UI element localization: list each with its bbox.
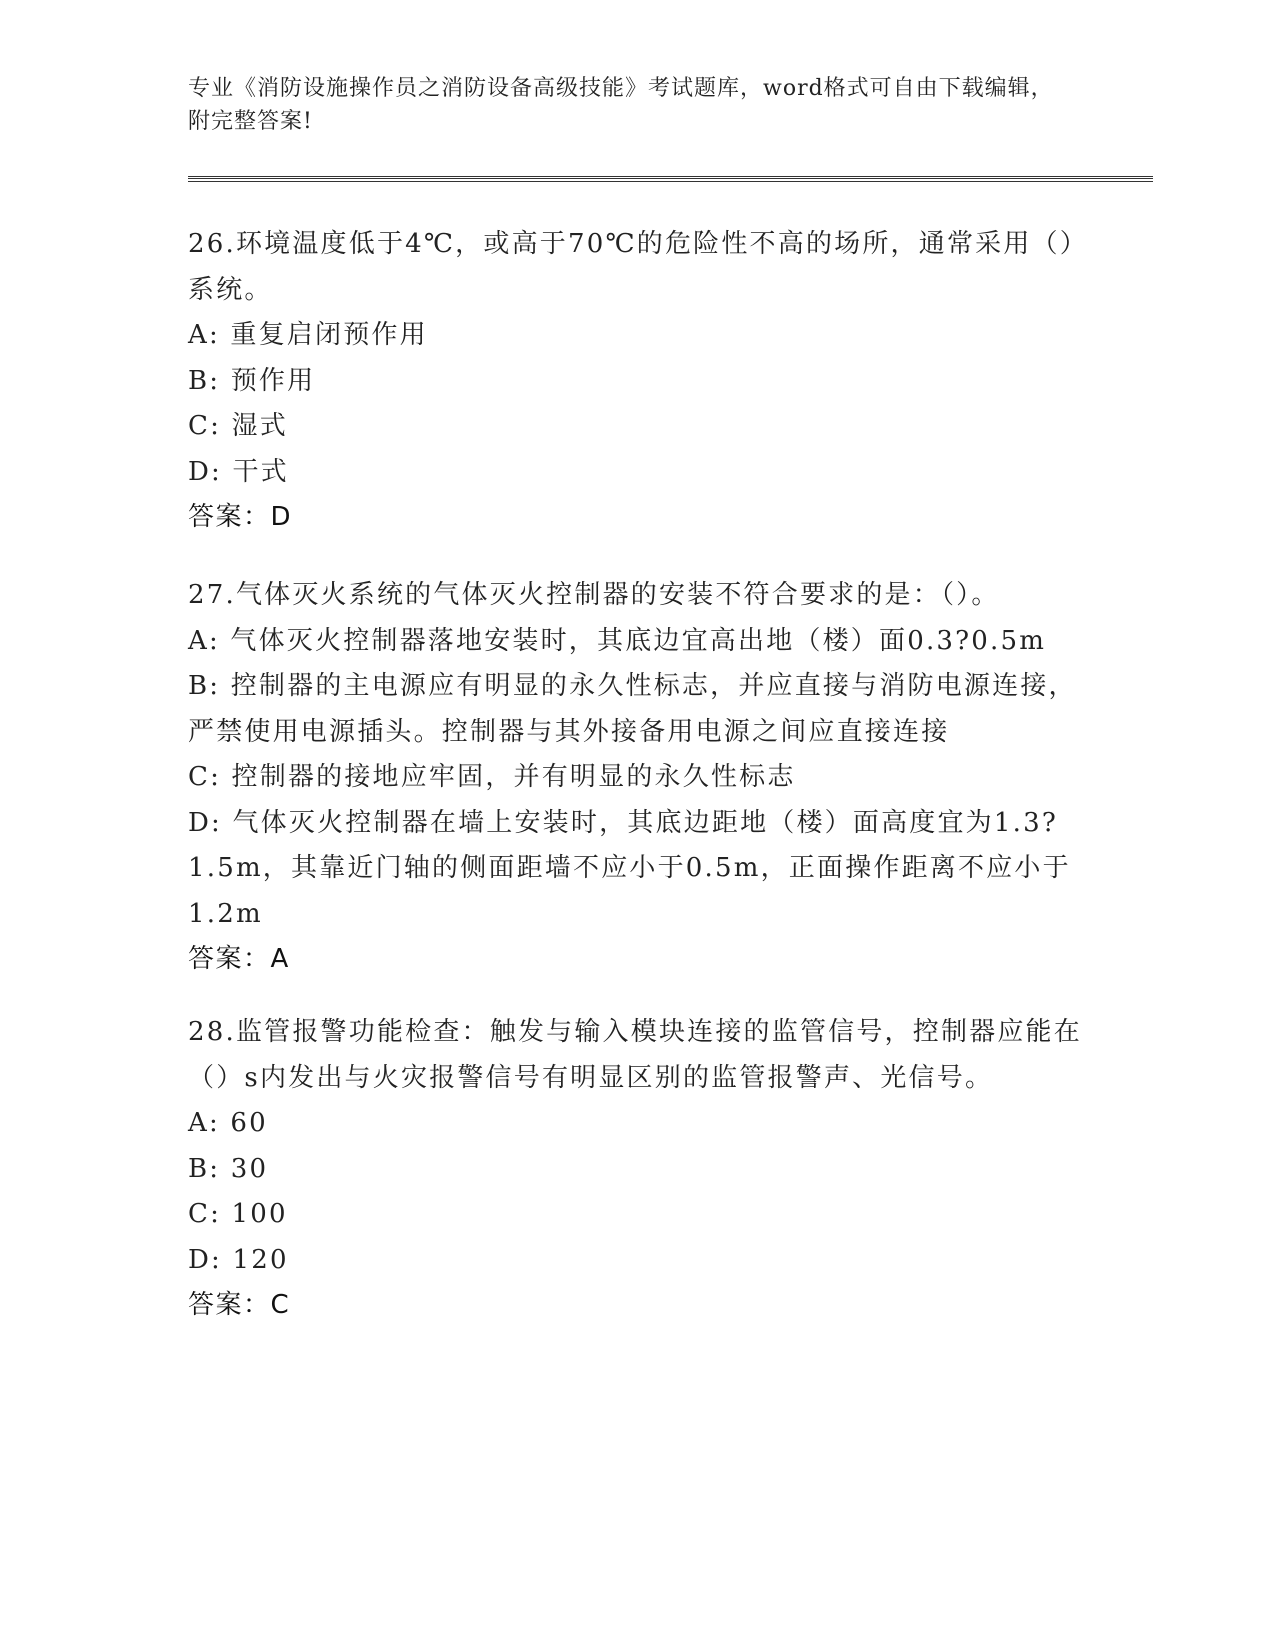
answer-line [188, 937, 1088, 983]
option-b: B: 控制器的主电源应有明显的永久性标志，并应直接与消防电源连接，严禁使用电源插头。控制器与其外接备用电源之间应直接连接 [188, 671, 1077, 747]
question-28 [188, 1010, 1088, 1329]
answer-line [188, 495, 1088, 541]
option-a: A: 气体灭火控制器落地安装时，其底边宜高出地（楼）面0.3?0.5m [188, 625, 1047, 656]
option-a: A: 60 [188, 1108, 268, 1138]
option-b: B: 预作用 [188, 365, 316, 396]
option-c: C: 湿式 [188, 411, 288, 441]
option-b: B: 30 [188, 1153, 269, 1184]
answer-label: 答案： [188, 502, 271, 532]
answer-label: 答案： [188, 1290, 271, 1320]
question-stem: 27.气体灭火系统的气体灭火控制器的安装不符合要求的是：（）。 [188, 580, 1000, 610]
document-header: 专业《消防设施操作员之消防设备高级技能》考试题库，word格式可自由下载编辑，附完整答案! [188, 76, 1054, 134]
answer-label: 答案： [188, 944, 271, 974]
question-stem: 26.环境温度低于4℃，或高于70℃的危险性不高的场所，通常采用（）系统。 [188, 229, 1088, 305]
option-d: D: 气体灭火控制器在墙上安装时，其底边距地（楼）面高度宜为1.3?1.5m，其靠近门轴的侧面距墙不应小于0.5m，正面操作距离不应小于1.2m [188, 807, 1071, 929]
answer-line [188, 1283, 1088, 1329]
option-d: D: 干式 [188, 456, 289, 487]
answer-value: C [270, 1290, 291, 1320]
question-27 [188, 573, 1088, 983]
option-a: A: 重复启闭预作用 [188, 320, 428, 350]
question-stem: 28.监管报警功能检查：触发与输入模块连接的监管信号，控制器应能在（）s内发出与火灾报警信号有明显区别的监管报警声、光信号。 [188, 1017, 1082, 1093]
option-d: D: 120 [188, 1244, 289, 1275]
question-26 [188, 222, 1088, 541]
header-divider [188, 176, 1153, 182]
answer-value: D [270, 502, 293, 532]
option-c: C: 100 [188, 1199, 288, 1229]
option-c: C: 控制器的接地应牢固，并有明显的永久性标志 [188, 762, 796, 792]
answer-value: A [270, 944, 290, 974]
